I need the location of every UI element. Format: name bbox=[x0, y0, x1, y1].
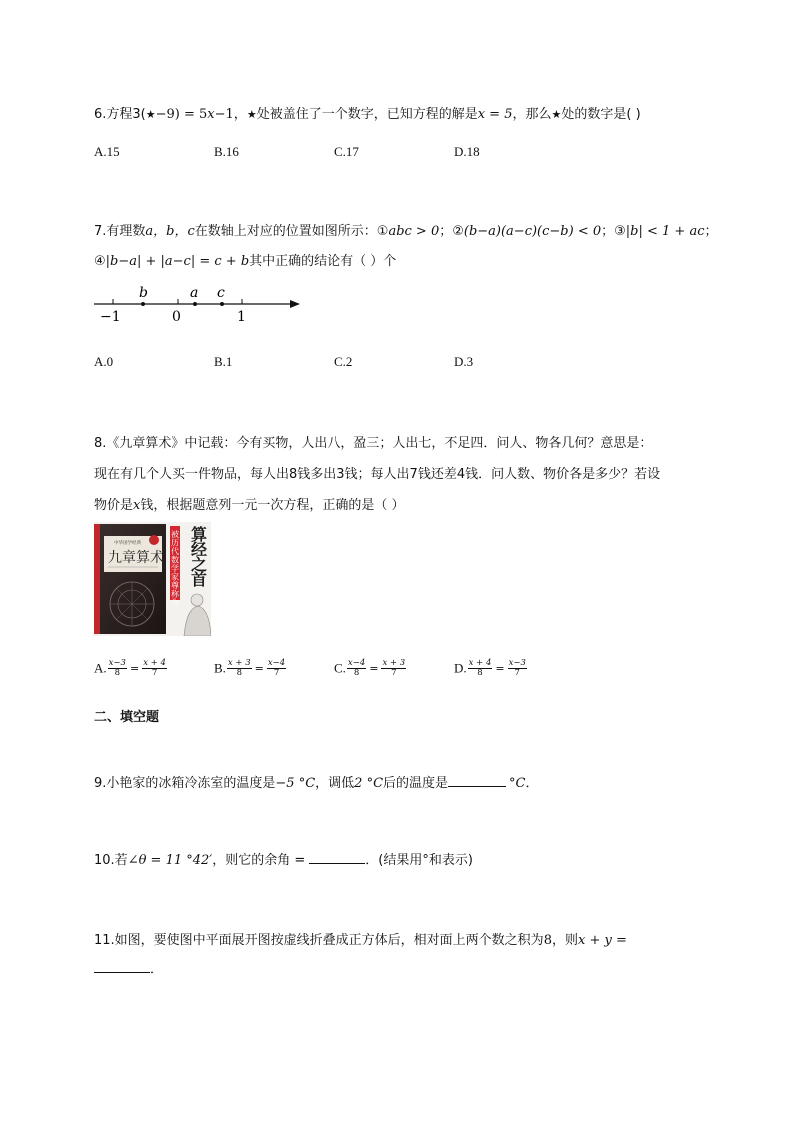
label-minus-one: −1 bbox=[100, 309, 121, 325]
q7-option-b[interactable]: B.1 bbox=[214, 354, 233, 369]
label-a: a bbox=[190, 285, 199, 301]
question-8-line-3: 物价是x钱，根据题意列一元一次方程，正确的是（ ） bbox=[94, 498, 405, 513]
question-7-line-2: ④|b−a| + |a−c| = c + b其中正确的结论有（ ）个 bbox=[94, 254, 397, 269]
book-series-label: 中华国学经典 bbox=[114, 541, 141, 546]
q8-option-b[interactable]: B. $\frac{x + 3}{8}$ = $\frac{x-4}{7}$ bbox=[214, 658, 286, 678]
point-c bbox=[220, 302, 224, 306]
question-6-stem: 6.方程3(★−9) = 5x−1，★处被盖住了一个数字，已知方程的解是x = 5，那么★处的数字是( ) bbox=[94, 107, 641, 122]
label-c: c bbox=[217, 285, 225, 301]
q7-option-d[interactable]: D.3 bbox=[454, 354, 474, 369]
q8-option-c[interactable]: C. $\frac{x-4}{8}$ = $\frac{x + 3}{7}$ bbox=[334, 658, 406, 678]
q6-option-b[interactable]: B.16 bbox=[214, 144, 239, 159]
fraction: $\frac{x-4}{8}$ bbox=[347, 658, 366, 678]
question-9: 9.小艳家的冰箱冷冻室的温度是−5 °C，调低2 °C后的温度是 °C． bbox=[94, 776, 539, 791]
label-zero: 0 bbox=[172, 309, 181, 325]
section-title-fill-in: 二、填空题 bbox=[94, 710, 160, 725]
fraction: $\frac{x + 4}{8}$ bbox=[468, 658, 492, 678]
book-title-text: 九章算术 bbox=[108, 550, 164, 566]
fraction: $\frac{x + 3}{7}$ bbox=[382, 658, 406, 678]
fraction: $\frac{x + 4}{7}$ bbox=[143, 658, 166, 678]
star-icon: ★ bbox=[246, 108, 257, 121]
number-line-arrow bbox=[290, 300, 300, 308]
star-icon: ★ bbox=[551, 108, 562, 121]
fraction: $\frac{x + 3}{8}$ bbox=[227, 658, 251, 678]
label-b: b bbox=[139, 285, 148, 301]
q6-option-d[interactable]: D.18 bbox=[454, 144, 480, 159]
q7-option-a[interactable]: A.0 bbox=[94, 354, 114, 369]
q8-option-a[interactable]: A. $\frac{x-3}{8}$ = $\frac{x + 4}{7}$ bbox=[94, 658, 166, 678]
label-one: 1 bbox=[237, 309, 246, 325]
question-11-line-1: 11.如图，要使图中平面展开图按虚线折叠成正方体后，相对面上两个数之积为8，则x + y = bbox=[94, 933, 627, 948]
question-10: 10.若∠θ = 11 °42′，则它的余角 = ．(结果用°和表示) bbox=[94, 853, 473, 868]
point-a bbox=[193, 302, 197, 306]
question-7-line-1: 7.有理数a，b，c在数轴上对应的位置如图所示：①abc > 0；②(b−a)(a−c)(c−b) < 0；③|b| < 1 + ac； bbox=[94, 224, 718, 239]
question-8-line-2: 现在有几个人买一件物品，每人出8钱多出3钱；每人出7钱还差4钱．问人数、物价各是多少？若设 bbox=[94, 467, 661, 482]
question-8-line-1: 8.《九章算术》中记载：今有买物，人出八，盈三；人出七，不足四．问人、物各几何？意思是： bbox=[94, 436, 653, 451]
book-cover-image bbox=[94, 522, 211, 636]
q8-option-d[interactable]: D. $\frac{x + 4}{8}$ = $\frac{x-3}{7}$ bbox=[454, 658, 526, 678]
answer-blank-q10[interactable] bbox=[309, 851, 365, 864]
banner-text: 被历代数学家尊称为 bbox=[170, 530, 180, 607]
fraction: $\frac{x-3}{8}$ bbox=[108, 658, 126, 678]
answer-blank-q9[interactable] bbox=[448, 774, 506, 787]
point-b bbox=[141, 302, 145, 306]
book-cover-art bbox=[94, 522, 211, 636]
q6-option-a[interactable]: A.15 bbox=[94, 144, 120, 159]
answer-blank-q11[interactable] bbox=[94, 960, 150, 973]
q6-option-c[interactable]: C.17 bbox=[334, 144, 359, 159]
fraction: $\frac{x-4}{7}$ bbox=[267, 658, 286, 678]
number-line-figure bbox=[90, 283, 310, 325]
fraction: $\frac{x-3}{7}$ bbox=[508, 658, 526, 678]
question-11-line-2: ． bbox=[94, 958, 163, 977]
q7-option-c[interactable]: C.2 bbox=[334, 354, 353, 369]
star-icon: ★ bbox=[145, 108, 156, 121]
calligraphy-text: 算经之首 bbox=[188, 526, 208, 586]
